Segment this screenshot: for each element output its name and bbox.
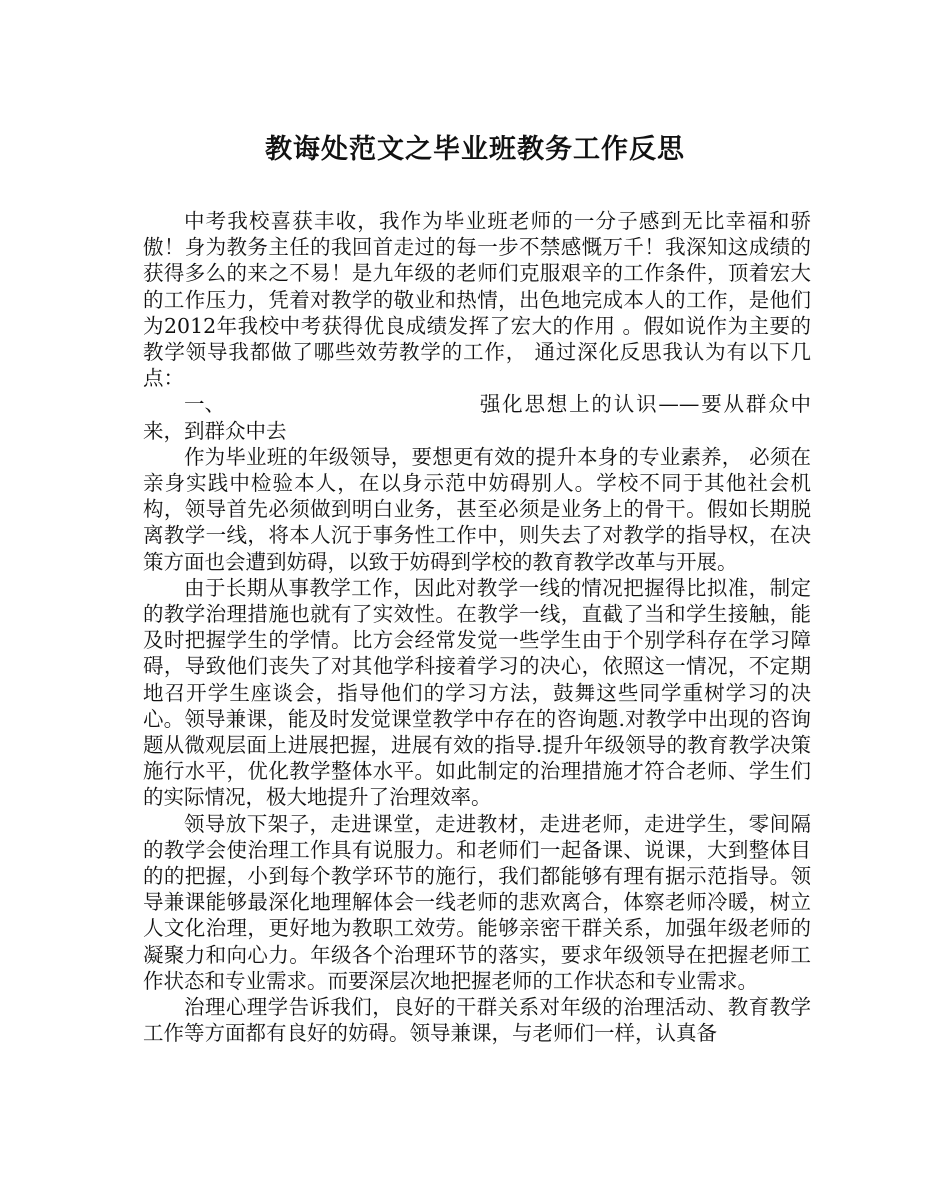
document-title: 教诲处范文之毕业班教务工作反思 [265, 134, 685, 165]
paragraph-into-classroom: 领导放下架子，走进课堂，走进教材，走进老师，走进学生，零间隔的教学会使治理工作具有说服力。和老师们一起备课、说课，大到整体目的的把握，小到每个教学环节的施行，我们都能够有理有据示范指导。领导兼课能够最深化地理解体会一线老师的悲欢离合，体察老师冷暖，树立人文化治理，更好地为教职工效劳。能够亲密干群关系，加强年级老师的凝聚力和向心力。年级各个治理环节的落实，要求年级领导在把握老师工作状态和专业需求。而要深层次地把握老师的工作状态和专业需求。 [143, 811, 811, 993]
section-heading-text: 强化思想上的认识——要从群众中来，到群众中去 [143, 392, 811, 443]
paragraph-teaching-frontline: 由于长期从事教学工作，因此对教学一线的情况把握得比拟准，制定的教学治理措施也就有了实效性。在教学一线，直截了当和学生接触，能及时把握学生的学情。比方会经常发觉一些学生由于个别学科存在学习障碍，导致他们丧失了对其他学科接着学习的决心，依照这一情况，不定期地召开学生座谈会，指导他们的学习方法，鼓舞这些同学重树学习的决心。领导兼课，能及时发觉课堂教学中存在的咨询题.对教学中出现的咨询题从微观层面上进展把握，进展有效的指导.提升年级领导的教育教学决策施行水平，优化教学整体水平。如此制定的治理措施才符合老师、学生们的实际情况，极大地提升了治理效率。 [143, 575, 811, 810]
section-heading [143, 391, 811, 443]
paragraph-management-psychology: 治理心理学告诉我们，良好的干群关系对年级的治理活动、教育教学工作等方面都有良好的妨碍。领导兼课，与老师们一样，认真备 [143, 995, 811, 1046]
document-body [143, 208, 811, 1047]
section-heading-number: 一、 [184, 392, 225, 417]
paragraph-intro: 中考我校喜获丰收，我作为毕业班老师的一分子感到无比幸福和骄傲！身为教务主任的我回首走过的每一步不禁感慨万千！我深知这成绩的获得多么的来之不易！是九年级的老师们克服艰辛的工作条件，顶着宏大的工作压力，凭着对教学的敬业和热情，出色地完成本人的工作，是他们为2012年我校中考获得优良成绩发挥了宏大的作用 。假如说作为主要的教学领导我都做了哪些效劳教学的工作， 通过深化反思我认为有以下几点： [143, 209, 811, 391]
paragraph-leadership-practice: 作为毕业班的年级领导，要想更有效的提升本身的专业素养， 必须在亲身实践中检验本人，在以身示范中妨碍别人。学校不同于其他社会机构，领导首先必须做到明白业务，甚至必须是业务上的骨干。假如长期脱离教学一线，将本人沉于事务性工作中，则失去了对教学的指导权，在决策方面也会遭到妨碍，以致于妨碍到学校的教育教学改革与开展。 [143, 444, 811, 574]
